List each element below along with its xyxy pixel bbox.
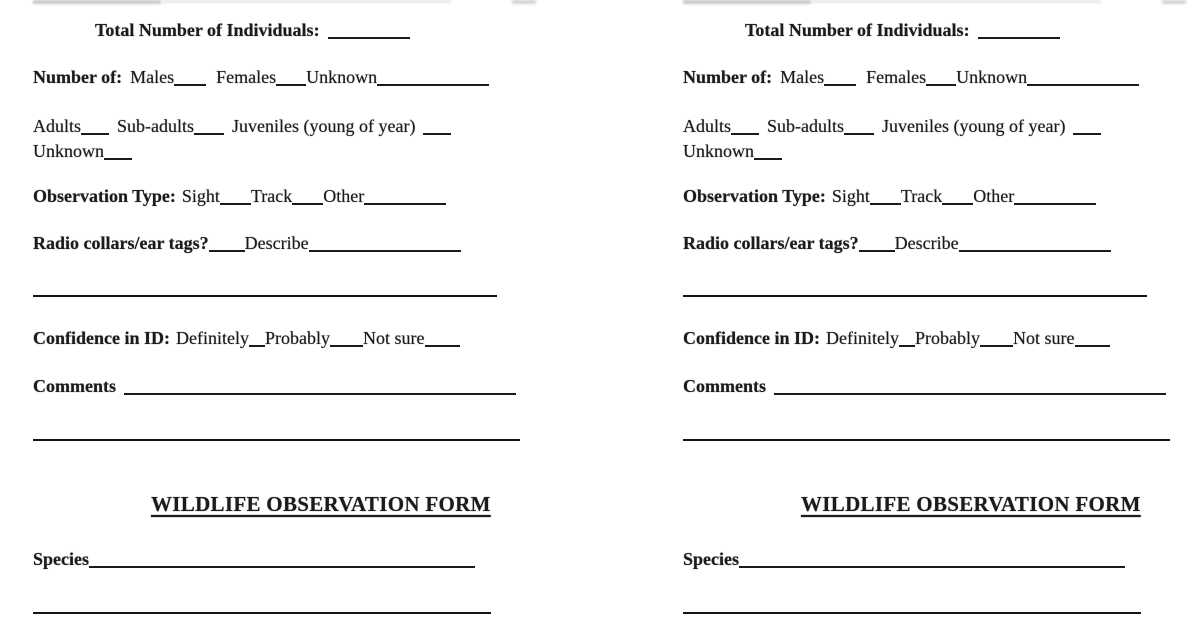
subadults-blank [844, 125, 874, 135]
sight-blank [870, 195, 901, 205]
number-of-label: Number of: [33, 67, 123, 87]
clipped-text-remnant [512, 0, 536, 4]
probably-label: Probably [265, 328, 330, 348]
species-blank [739, 558, 1125, 568]
species-label: Species [683, 549, 739, 569]
unknown-sex-blank [1027, 76, 1139, 86]
describe-label: Describe [894, 233, 959, 253]
radio-collars-label: Radio collars/ear tags? [33, 233, 209, 253]
form-title: WILDLIFE OBSERVATION FORM [151, 492, 491, 516]
clipped-text-remnant [811, 0, 1101, 3]
not-sure-label: Not sure [363, 328, 425, 348]
confidence-label: Confidence in ID: [33, 328, 171, 348]
age-classes-row [683, 116, 1101, 137]
form-copy-right [683, 0, 1193, 630]
confidence-row [33, 328, 460, 349]
comments-row [33, 376, 516, 397]
number-of-row [33, 67, 489, 88]
subadults-label: Sub-adults [117, 116, 195, 136]
form-copy-left [33, 0, 543, 630]
radio-collars-blank [859, 242, 895, 252]
definitely-blank [249, 337, 265, 347]
definitely-blank [899, 337, 915, 347]
unknown-sex-label: Unknown [956, 67, 1028, 87]
unknown-age-row [33, 141, 132, 162]
subadults-label: Sub-adults [767, 116, 845, 136]
sight-label: Sight [181, 186, 220, 206]
blank-writing-line [33, 612, 491, 614]
juveniles-blank [423, 125, 451, 135]
males-blank [824, 76, 856, 86]
comments-row [683, 376, 1166, 397]
total-individuals-label: Total Number of Individuals: [745, 20, 970, 40]
age-classes-row [33, 116, 451, 137]
unknown-age-blank [104, 150, 132, 160]
other-blank [1014, 195, 1096, 205]
subadults-blank [194, 125, 224, 135]
adults-blank [81, 125, 109, 135]
adults-label: Adults [33, 116, 82, 136]
track-label: Track [900, 186, 943, 206]
clipped-text-remnant [1162, 0, 1186, 4]
describe-blank [309, 242, 461, 252]
comments-blank [774, 385, 1166, 395]
sight-label: Sight [831, 186, 870, 206]
unknown-sex-label: Unknown [306, 67, 378, 87]
comments-blank [124, 385, 516, 395]
not-sure-blank [425, 337, 460, 347]
number-of-row [683, 67, 1139, 88]
other-label: Other [323, 186, 365, 206]
clipped-text-remnant [683, 0, 811, 4]
females-blank [926, 76, 956, 86]
observation-type-label: Observation Type: [33, 186, 176, 206]
describe-blank [959, 242, 1111, 252]
adults-label: Adults [683, 116, 732, 136]
probably-label: Probably [915, 328, 980, 348]
sight-blank [220, 195, 251, 205]
track-label: Track [250, 186, 293, 206]
blank-writing-line [33, 295, 497, 297]
number-of-label: Number of: [683, 67, 773, 87]
radio-collars-label: Radio collars/ear tags? [683, 233, 859, 253]
not-sure-blank [1075, 337, 1110, 347]
radio-collars-blank [209, 242, 245, 252]
total-individuals-label: Total Number of Individuals: [95, 20, 320, 40]
unknown-sex-blank [377, 76, 489, 86]
clipped-text-remnant [33, 0, 161, 4]
total-individuals-blank [328, 29, 410, 39]
clipped-text-remnant [161, 0, 451, 3]
radio-collars-row [683, 233, 1111, 254]
unknown-age-label: Unknown [683, 141, 754, 161]
unknown-age-row [683, 141, 782, 162]
males-label: Males [130, 67, 175, 87]
blank-writing-line [683, 295, 1147, 297]
females-label: Females [866, 67, 927, 87]
comments-label: Comments [33, 376, 116, 396]
confidence-label: Confidence in ID: [683, 328, 821, 348]
form-title: WILDLIFE OBSERVATION FORM [801, 492, 1141, 516]
track-blank [942, 195, 973, 205]
describe-label: Describe [244, 233, 309, 253]
definitely-label: Definitely [826, 328, 899, 348]
observation-type-row [683, 186, 1096, 207]
juveniles-blank [1073, 125, 1101, 135]
juveniles-label: Juveniles (young of year) [232, 116, 416, 136]
species-blank [89, 558, 475, 568]
species-row [33, 549, 475, 570]
total-individuals-blank [978, 29, 1060, 39]
females-label: Females [216, 67, 277, 87]
probably-blank [330, 337, 363, 347]
blank-writing-line [33, 439, 520, 441]
unknown-age-label: Unknown [33, 141, 104, 161]
probably-blank [980, 337, 1013, 347]
blank-writing-line [683, 439, 1170, 441]
juveniles-label: Juveniles (young of year) [882, 116, 1066, 136]
observation-type-label: Observation Type: [683, 186, 826, 206]
adults-blank [731, 125, 759, 135]
males-blank [174, 76, 206, 86]
comments-label: Comments [683, 376, 766, 396]
definitely-label: Definitely [176, 328, 249, 348]
radio-collars-row [33, 233, 461, 254]
observation-type-row [33, 186, 446, 207]
unknown-age-blank [754, 150, 782, 160]
species-label: Species [33, 549, 89, 569]
females-blank [276, 76, 306, 86]
males-label: Males [780, 67, 825, 87]
confidence-row [683, 328, 1110, 349]
species-row [683, 549, 1125, 570]
blank-writing-line [683, 612, 1141, 614]
other-label: Other [973, 186, 1015, 206]
other-blank [364, 195, 446, 205]
not-sure-label: Not sure [1013, 328, 1075, 348]
total-individuals-row [745, 20, 1060, 41]
track-blank [292, 195, 323, 205]
total-individuals-row [95, 20, 410, 41]
